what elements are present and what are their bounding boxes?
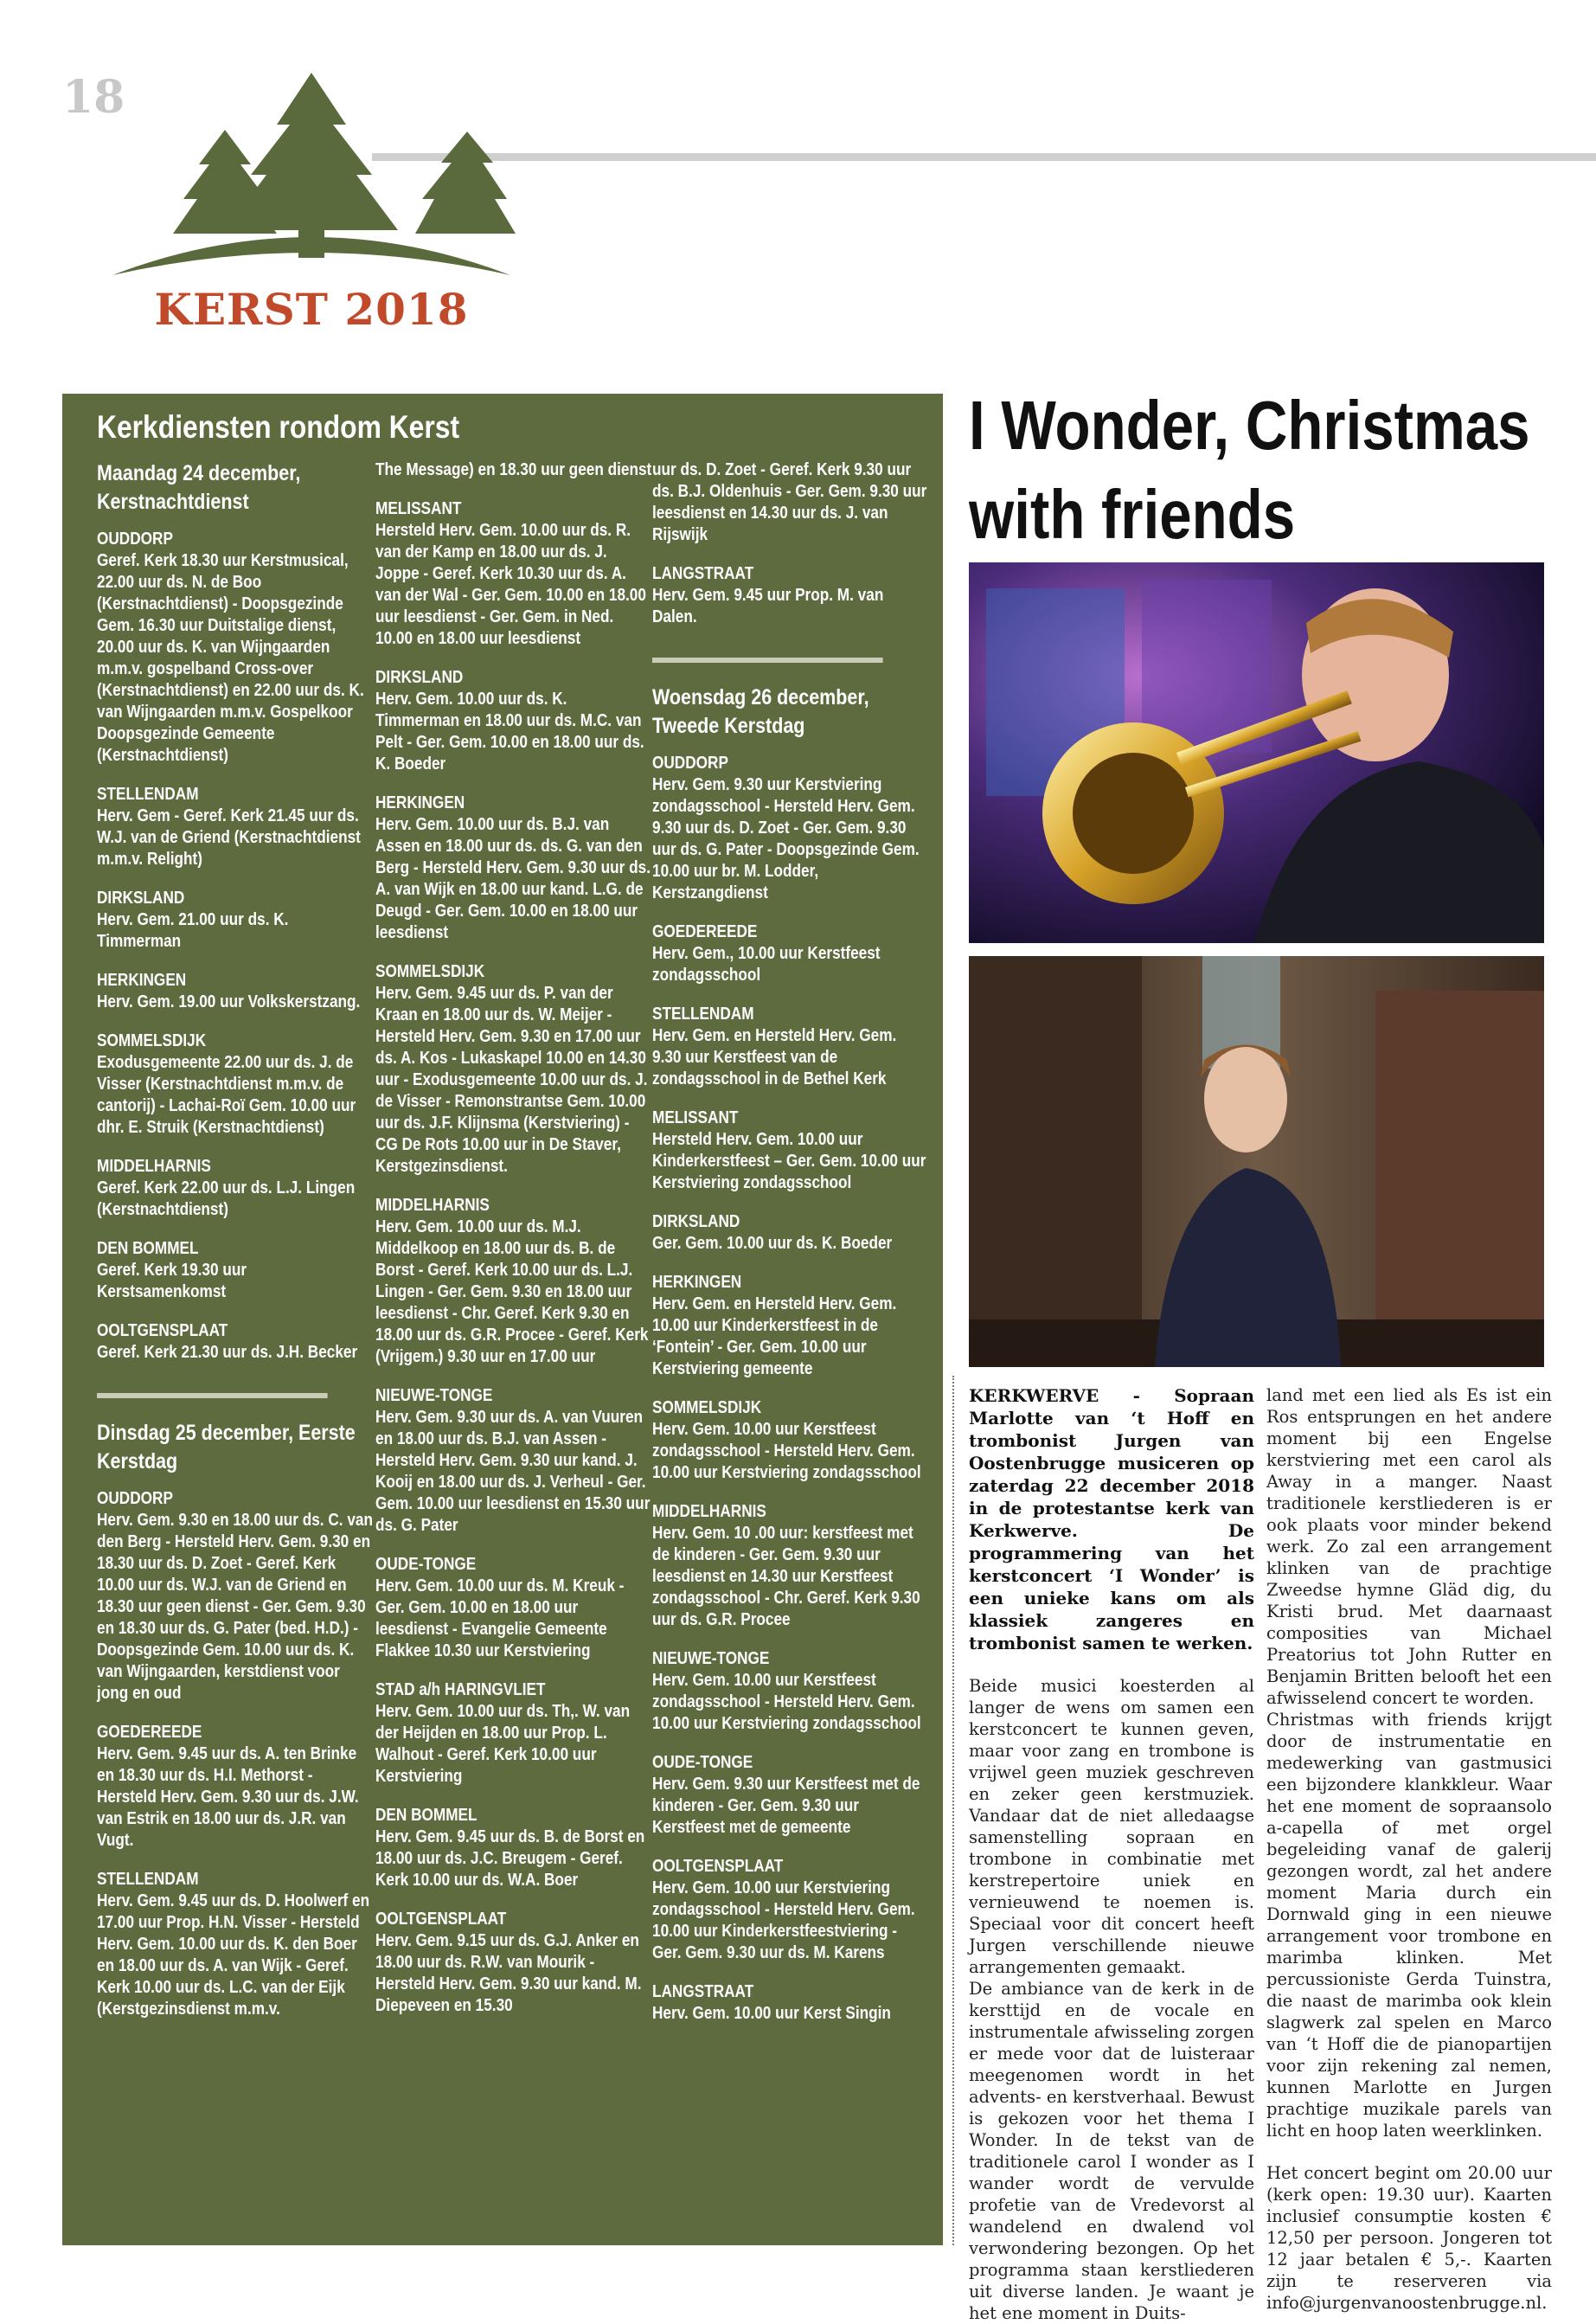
service-details: Herv. Gem. 10.00 uur Kerst Singin bbox=[652, 2004, 891, 2023]
service-details: Herv. Gem. en Hersteld Herv. Gem. 10.00 uur Kinderkerstfeest in de ‘Fontein’ - Ger. Gem. 10.00 uur Kerstviering gemeente bbox=[652, 1294, 897, 1378]
place-name: OOLTGENSPLAAT bbox=[97, 1321, 228, 1340]
service-entry bbox=[97, 1320, 374, 1364]
place-name: SOMMELSDIJK bbox=[652, 1398, 762, 1417]
place-name: LANGSTRAAT bbox=[652, 564, 754, 583]
article-lead: KERKWERVE - Sopraan Marlotte van ‘t Hoff en trombonist Jurgen van Oostenbrugge musiceren op zaterdag 22 december 2018 in de protestantse kerk van Kerkwerve. De programmering van het kerstconcert ‘I Wonder’ is een unieke kans om als klassiek zangeres en trombonist samen te werken. bbox=[969, 1385, 1254, 1653]
article-column-2 bbox=[1266, 1384, 1552, 2314]
service-details: Exodusgemeente 22.00 uur ds. J. de Visser (Kerstnachtdienst m.m.v. de cantorij) - Lachai-Roï Gem. 10.00 uur dhr. E. Struik (Kerstnachtdienst) bbox=[97, 1053, 356, 1137]
service-entry bbox=[375, 793, 652, 944]
place-name: DIRKSLAND bbox=[375, 668, 464, 687]
article-paragraph: De ambiance van de kerk in de kersttijd en de vocale en instrumentale afwisseling zorgen er mede voor dat de luisteraar meegenomen wordt in het advents- en kerstverhaal. Bewust is gekozen voor het thema I Wonder. In de tekst van de traditionele carol I wonder as I wander wordt de vervulde profetie van de Vredevorst al wandelend en dwalend vol verwondering bezongen. Op het programma staan kerstliederen uit diverse landen. Je waant je het ene moment in Duits- bbox=[969, 1979, 1254, 2323]
service-details: The Message) en 18.30 uur geen dienst bbox=[375, 460, 652, 479]
service-details: Herv. Gem. 10.00 uur Kerstviering zondagsschool - Hersteld Herv. Gem. 10.00 uur Kinderkerstfeestviering - Ger. Gem. 9.30 uur ds. M. Karens bbox=[652, 1878, 915, 1962]
service-details: Herv. Gem. 10 .00 uur: kerstfeest met de kinderen - Ger. Gem. 9.30 uur leesdienst en 14.30 uur Kerstfeest zondagsschool - Chr. Geref. Kerk 9.30 uur ds. G.R. Procee bbox=[652, 1524, 920, 1629]
day-heading: Maandag 24 december, Kerstnachtdienst bbox=[97, 461, 301, 514]
place-name: HERKINGEN bbox=[97, 971, 187, 990]
photo-soprano bbox=[969, 956, 1544, 1367]
service-entry bbox=[97, 1156, 374, 1221]
service-details: Geref. Kerk 19.30 uur Kerstsamenkomst bbox=[97, 1261, 247, 1301]
place-name: MELISSANT bbox=[375, 499, 462, 518]
place-name: NIEUWE-TONGE bbox=[375, 1386, 493, 1405]
place-name: HERKINGEN bbox=[375, 793, 465, 812]
article-paragraph: Beide musici koesterden al langer de wens om samen een kerstconcert te kunnen geven, maar voor zang en trombone is vrijwel geen muziek geschreven en zeker geen kerstmuziek. Vandaar dat de niet alledaagse samenstelling sopraan en trombone in combinatie met kerstrepertoire uniek en vernieuwend te noemen is. Speciaal voor dit concert heeft Jurgen verschillende nieuwe arrangementen gemaakt. bbox=[969, 1676, 1254, 1977]
schedule-column-2 bbox=[375, 459, 652, 2017]
page-number: 18 bbox=[62, 71, 125, 124]
day-heading: Woensdag 26 december, Tweede Kerstdag bbox=[652, 685, 869, 738]
place-name: MIDDELHARNIS bbox=[97, 1157, 211, 1176]
service-entry bbox=[652, 1211, 929, 1255]
place-name: HERKINGEN bbox=[652, 1273, 742, 1292]
service-entry bbox=[652, 1397, 929, 1484]
place-name: OOLTGENSPLAAT bbox=[375, 1910, 507, 1929]
place-name: STELLENDAM bbox=[97, 1870, 199, 1889]
schedule-title: Kerkdiensten rondom Kerst bbox=[97, 409, 460, 445]
service-details: Herv. Gem. 10.00 uur ds. M. Kreuk - Ger. Gem. 10.00 en 18.00 uur leesdienst - Evangelie Gemeente Flakkee 10.30 uur Kerstviering bbox=[375, 1576, 625, 1660]
service-details: Herv. Gem. 10.00 uur Kerstfeest zondagsschool - Hersteld Herv. Gem. 10.00 uur Kerstviering zondagsschool bbox=[652, 1671, 921, 1733]
place-name: MIDDELHARNIS bbox=[375, 1196, 490, 1215]
day-heading: Dinsdag 25 december, Eerste Kerstdag bbox=[97, 1421, 356, 1473]
service-entry bbox=[652, 1648, 929, 1735]
service-entry bbox=[97, 784, 374, 870]
service-details: Herv. Gem. 9.30 uur Kerstviering zondagsschool - Hersteld Herv. Gem. 9.30 uur ds. D. Zoet - Ger. Gem. 9.30 uur ds. G. Pater - Doopsgezinde Gem. 10.00 uur br. M. Lodder, Kerstzangdienst bbox=[652, 775, 920, 902]
service-entry bbox=[375, 1679, 652, 1788]
photo-trombonist bbox=[969, 562, 1544, 943]
place-name: OUDDORP bbox=[97, 530, 173, 549]
headline-line-1: I Wonder, Christmas bbox=[969, 387, 1530, 464]
place-name: MELISSANT bbox=[652, 1108, 739, 1127]
service-details: Herv. Gem. 9.30 uur Kerstfeest met de kinderen - Ger. Gem. 9.30 uur Kerstfeest met de gemeente bbox=[652, 1775, 920, 1837]
place-name: OOLTGENSPLAAT bbox=[652, 1857, 784, 1876]
service-entry bbox=[652, 1752, 929, 1839]
service-details: Herv. Gem. 9.45 uur ds. D. Hoolwerf en 17.00 uur Prop. H.N. Visser - Hersteld Herv. Gem. 10.00 uur ds. K. den Boer en 18.00 uur ds. A. van Wijk - Geref. Kerk 10.00 uur ds. L.C. van der Eijk (Kerstgezinsdienst m.m.v. bbox=[97, 1891, 370, 2019]
place-name: DIRKSLAND bbox=[652, 1212, 740, 1231]
service-details: Herv. Gem., 10.00 uur Kerstfeest zondagsschool bbox=[652, 944, 881, 985]
place-name: OUDDORP bbox=[97, 1489, 173, 1508]
service-details: Geref. Kerk 18.30 uur Kerstmusical, 22.00 uur ds. N. de Boo (Kerstnachtdienst) - Doopsgezinde Gem. 16.30 uur Duitstalige dienst, 20.00 uur ds. K. van Wijngaarden m.m.v. gospelband Cross-over (Kerstnachtdienst) en 22.00 uur ds. K. van Wijngaarden m.m.v. Gospelkoor Doopsgezinde Gemeente (Kerstnachtdienst) bbox=[97, 551, 364, 765]
schedule-column-1 bbox=[97, 459, 374, 2020]
service-entry bbox=[97, 1722, 374, 1852]
christmas-trees-icon bbox=[112, 61, 510, 294]
article-paragraph: Het concert begint om 20.00 uur (kerk open: 19.30 uur). Kaarten inclusief consumptie kosten € 12,50 per persoon. Jongeren tot 12 jaar betalen € 5,-. Kaarten zijn te reserveren via info@jurgenvanoostenbrugge.nl. bbox=[1266, 2163, 1552, 2313]
place-name: STAD a/h HARINGVLIET bbox=[375, 1680, 546, 1699]
service-entry bbox=[97, 1030, 374, 1139]
service-details: Herv. Gem. 19.00 uur Volkskerstzang. bbox=[97, 992, 361, 1011]
place-name: OUDE-TONGE bbox=[375, 1555, 477, 1574]
day-divider bbox=[97, 1393, 328, 1398]
service-details: Herv. Gem. 9.30 en 18.00 uur ds. C. van den Berg - Hersteld Herv. Gem. 9.30 en 18.30 uur ds. D. Zoet - Geref. Kerk 10.00 uur ds. W.J. van de Griend en 18.30 uur geen dienst - Ger. Gem. 9.30 en 18.30 uur ds. G. Pater (bed. H.D.) - Doopsgezinde Gem. 10.00 uur ds. K. van Wijngaarden, kerstdienst voor jong en oud bbox=[97, 1511, 373, 1703]
article-headline bbox=[969, 381, 1530, 559]
service-entry bbox=[97, 1488, 374, 1704]
section-title: KERST 2018 bbox=[154, 284, 469, 335]
service-details: Herv. Gem. 9.45 uur ds. P. van der Kraan en 18.00 uur ds. W. Meijer - Hersteld Herv. Gem. 9.30 en 17.00 uur ds. A. Kos - Lukaskapel 10.00 en 14.30 uur - Exodusgemeente 10.00 uur ds. J. de Visser - Remonstrantse Gem. 10.00 uur ds. J.F. Klijnsma (Kerstviering) - CG De Rots 10.00 uur in De Staver, Kerstgezinsdienst. bbox=[375, 984, 648, 1176]
service-details: Geref. Kerk 21.30 uur ds. J.H. Becker bbox=[97, 1343, 358, 1362]
service-entry bbox=[652, 1272, 929, 1380]
service-details: Herv. Gem. 9.30 uur ds. A. van Vuuren en 18.00 uur ds. B.J. van Assen - Hersteld Herv. Gem. 9.30 uur kand. J. Kooij en 18.00 uur ds. J. Verheul - Ger. Gem. 10.00 uur leesdienst en 15.30 uur ds. G. Pater bbox=[375, 1408, 651, 1535]
service-entry bbox=[652, 1856, 929, 1964]
place-name: GOEDEREEDE bbox=[652, 922, 758, 941]
service-details: Herv. Gem. 21.00 uur ds. K. Timmerman bbox=[97, 910, 289, 951]
place-name: MIDDELHARNIS bbox=[652, 1502, 766, 1521]
service-entry bbox=[375, 961, 652, 1178]
service-entry bbox=[97, 970, 374, 1013]
place-name: SOMMELSDIJK bbox=[97, 1031, 207, 1050]
column-separator bbox=[952, 1376, 954, 2245]
service-entry bbox=[375, 1554, 652, 1662]
service-details: Herv. Gem. 9.45 uur ds. A. ten Brinke en 18.30 uur ds. H.I. Methorst - Hersteld Herv. Gem. 9.30 uur ds. J.W. van Estrik en 18.00 uur ds. J.R. van Vugt. bbox=[97, 1744, 359, 1850]
place-name: DEN BOMMEL bbox=[375, 1806, 478, 1825]
service-details: Hersteld Herv. Gem. 10.00 uur Kinderkerstfeest – Ger. Gem. 10.00 uur Kerstviering zondagsschool bbox=[652, 1130, 926, 1192]
place-name: OUDDORP bbox=[652, 754, 728, 773]
service-details: Herv. Gem. 9.45 uur ds. B. de Borst en 18.00 uur ds. J.C. Breugem - Geref. Kerk 10.00 uur ds. W.A. Boer bbox=[375, 1827, 645, 1890]
service-entry bbox=[652, 753, 929, 904]
schedule-column-3 bbox=[652, 459, 929, 2025]
service-details: Herv. Gem. 10.00 uur ds. K. Timmerman en 18.00 uur ds. M.C. van Pelt - Ger. Gem. 10.00 en 18.00 uur ds. K. Boeder bbox=[375, 690, 644, 774]
service-details: Herv. Gem. 9.15 uur ds. G.J. Anker en 18.00 uur ds. R.W. van Mourik - Hersteld Herv. Gem. 9.30 uur kand. M. Diepeveen en 15.30 bbox=[375, 1931, 642, 2015]
service-details: Herv. Gem. 10.00 uur ds. B.J. van Assen en 18.00 uur ds. ds. G. van den Berg - Hersteld Herv. Gem. 9.30 uur ds. A. van Wijk en 18.00 uur kand. L.G. de Deugd - Ger. Gem. 10.00 en 18.00 uur leesdienst bbox=[375, 815, 651, 942]
service-details: Geref. Kerk 22.00 uur ds. L.J. Lingen (Kerstnachtdienst) bbox=[97, 1178, 356, 1219]
day-divider bbox=[652, 658, 883, 663]
place-name: SOMMELSDIJK bbox=[375, 962, 485, 981]
article-column-1 bbox=[969, 1384, 1254, 2324]
service-entry bbox=[375, 1195, 652, 1368]
service-details: Herv. Gem. 9.45 uur Prop. M. van Dalen. bbox=[652, 586, 884, 626]
service-entry bbox=[97, 1869, 374, 2020]
service-details: uur ds. D. Zoet - Geref. Kerk 9.30 uur ds. B.J. Oldenhuis - Ger. Gem. 9.30 uur leesdienst en 14.30 uur ds. J. van Rijswijk bbox=[652, 460, 927, 544]
service-details: Herv. Gem - Geref. Kerk 21.45 uur ds. W.J. van de Griend (Kerstnachtdienst m.m.v. Relight) bbox=[97, 806, 361, 869]
service-details: Herv. Gem. en Hersteld Herv. Gem. 9.30 uur Kerstfeest van de zondagsschool in de Bethel Kerk bbox=[652, 1026, 897, 1088]
service-details: Hersteld Herv. Gem. 10.00 uur ds. R. van der Kamp en 18.00 uur ds. J. Joppe - Geref. Kerk 10.30 uur ds. A. van der Wal - Ger. Gem. 10.00 en 18.00 uur leesdienst - Ger. Gem. in Ned. 10.00 en 18.00 uur leesdienst bbox=[375, 521, 646, 648]
service-details: Ger. Gem. 10.00 uur ds. K. Boeder bbox=[652, 1234, 893, 1253]
place-name: GOEDEREEDE bbox=[97, 1723, 202, 1742]
place-name: STELLENDAM bbox=[97, 785, 199, 804]
place-name: OUDE-TONGE bbox=[652, 1753, 753, 1772]
service-entry bbox=[652, 459, 929, 546]
service-entry bbox=[375, 1909, 652, 2017]
service-entry bbox=[97, 888, 374, 953]
service-entry bbox=[97, 1238, 374, 1303]
service-entry bbox=[375, 459, 652, 481]
header-rule bbox=[372, 153, 1596, 161]
service-entry bbox=[652, 1004, 929, 1090]
service-entry bbox=[652, 1981, 929, 2025]
article-paragraph: Christmas with friends krijgt door de instrumentatie en medewerking van gastmusici een bijzondere klankkleur. Waar het ene moment de sopraansolo a-capella of met orgel begeleiding vanaf de galerij gezongen wordt, zal het andere moment Maria durch ein Dornwald ging in een nieuwe arrangement voor trombone en marimba klinken. Met percussioniste Gerda Tuinstra, die naast de marimba ook klein slagwerk zal spelen en Marco van ‘t Hoff die de pianopartijen voor zijn rekening zal nemen, kunnen Marlotte en Jurgen prachtige muzikale parels van licht en hoop laten weerklinken. bbox=[1266, 1710, 1552, 2141]
place-name: NIEUWE-TONGE bbox=[652, 1649, 770, 1668]
service-entry bbox=[375, 1385, 652, 1537]
service-details: Herv. Gem. 10.00 uur ds. Th,. W. van der Heijden en 18.00 uur Prop. L. Walhout - Geref. Kerk 10.00 uur Kerstviering bbox=[375, 1702, 631, 1786]
place-name: LANGSTRAAT bbox=[652, 1982, 754, 2001]
place-name: DEN BOMMEL bbox=[97, 1239, 199, 1258]
church-schedule-box bbox=[62, 394, 943, 2245]
service-entry bbox=[652, 563, 929, 628]
service-entry bbox=[97, 529, 374, 767]
service-entry bbox=[652, 921, 929, 986]
article-paragraph: land met een lied als Es ist ein Ros entsprungen en het andere moment bij een Engelse kerstviering met een carol als Away in a manger. Naast traditionele kerstliederen is er ook plaats voor minder bekend werk. Zo zal een arrangement klinken van de prachtige Zweedse hymne Gläd dig, du Kristi brud. Met daarnaast composities van Michael Preatorius tot John Rutter en Benjamin Britten belooft het een afwisselend concert te worden. bbox=[1266, 1385, 1552, 1708]
place-name: STELLENDAM bbox=[652, 1005, 754, 1024]
headline-line-2: with friends bbox=[969, 476, 1296, 553]
service-entry bbox=[375, 1805, 652, 1891]
service-entry bbox=[652, 1107, 929, 1194]
service-entry bbox=[375, 498, 652, 650]
service-details: Herv. Gem. 10.00 uur Kerstfeest zondagsschool - Hersteld Herv. Gem. 10.00 uur Kerstviering zondagsschool bbox=[652, 1420, 921, 1482]
service-details: Herv. Gem. 10.00 uur ds. M.J. Middelkoop en 18.00 uur ds. B. de Borst - Geref. Kerk 10.00 uur ds. L.J. Lingen - Ger. Gem. 9.30 en 18.00 uur leesdienst - Chr. Geref. Kerk 9.30 en 18.00 uur ds. G.R. Procee - Geref. Kerk (Vrijgem.) 9.30 uur en 17.00 uur bbox=[375, 1217, 649, 1366]
service-entry bbox=[652, 1501, 929, 1631]
service-entry bbox=[375, 667, 652, 775]
place-name: DIRKSLAND bbox=[97, 889, 185, 908]
